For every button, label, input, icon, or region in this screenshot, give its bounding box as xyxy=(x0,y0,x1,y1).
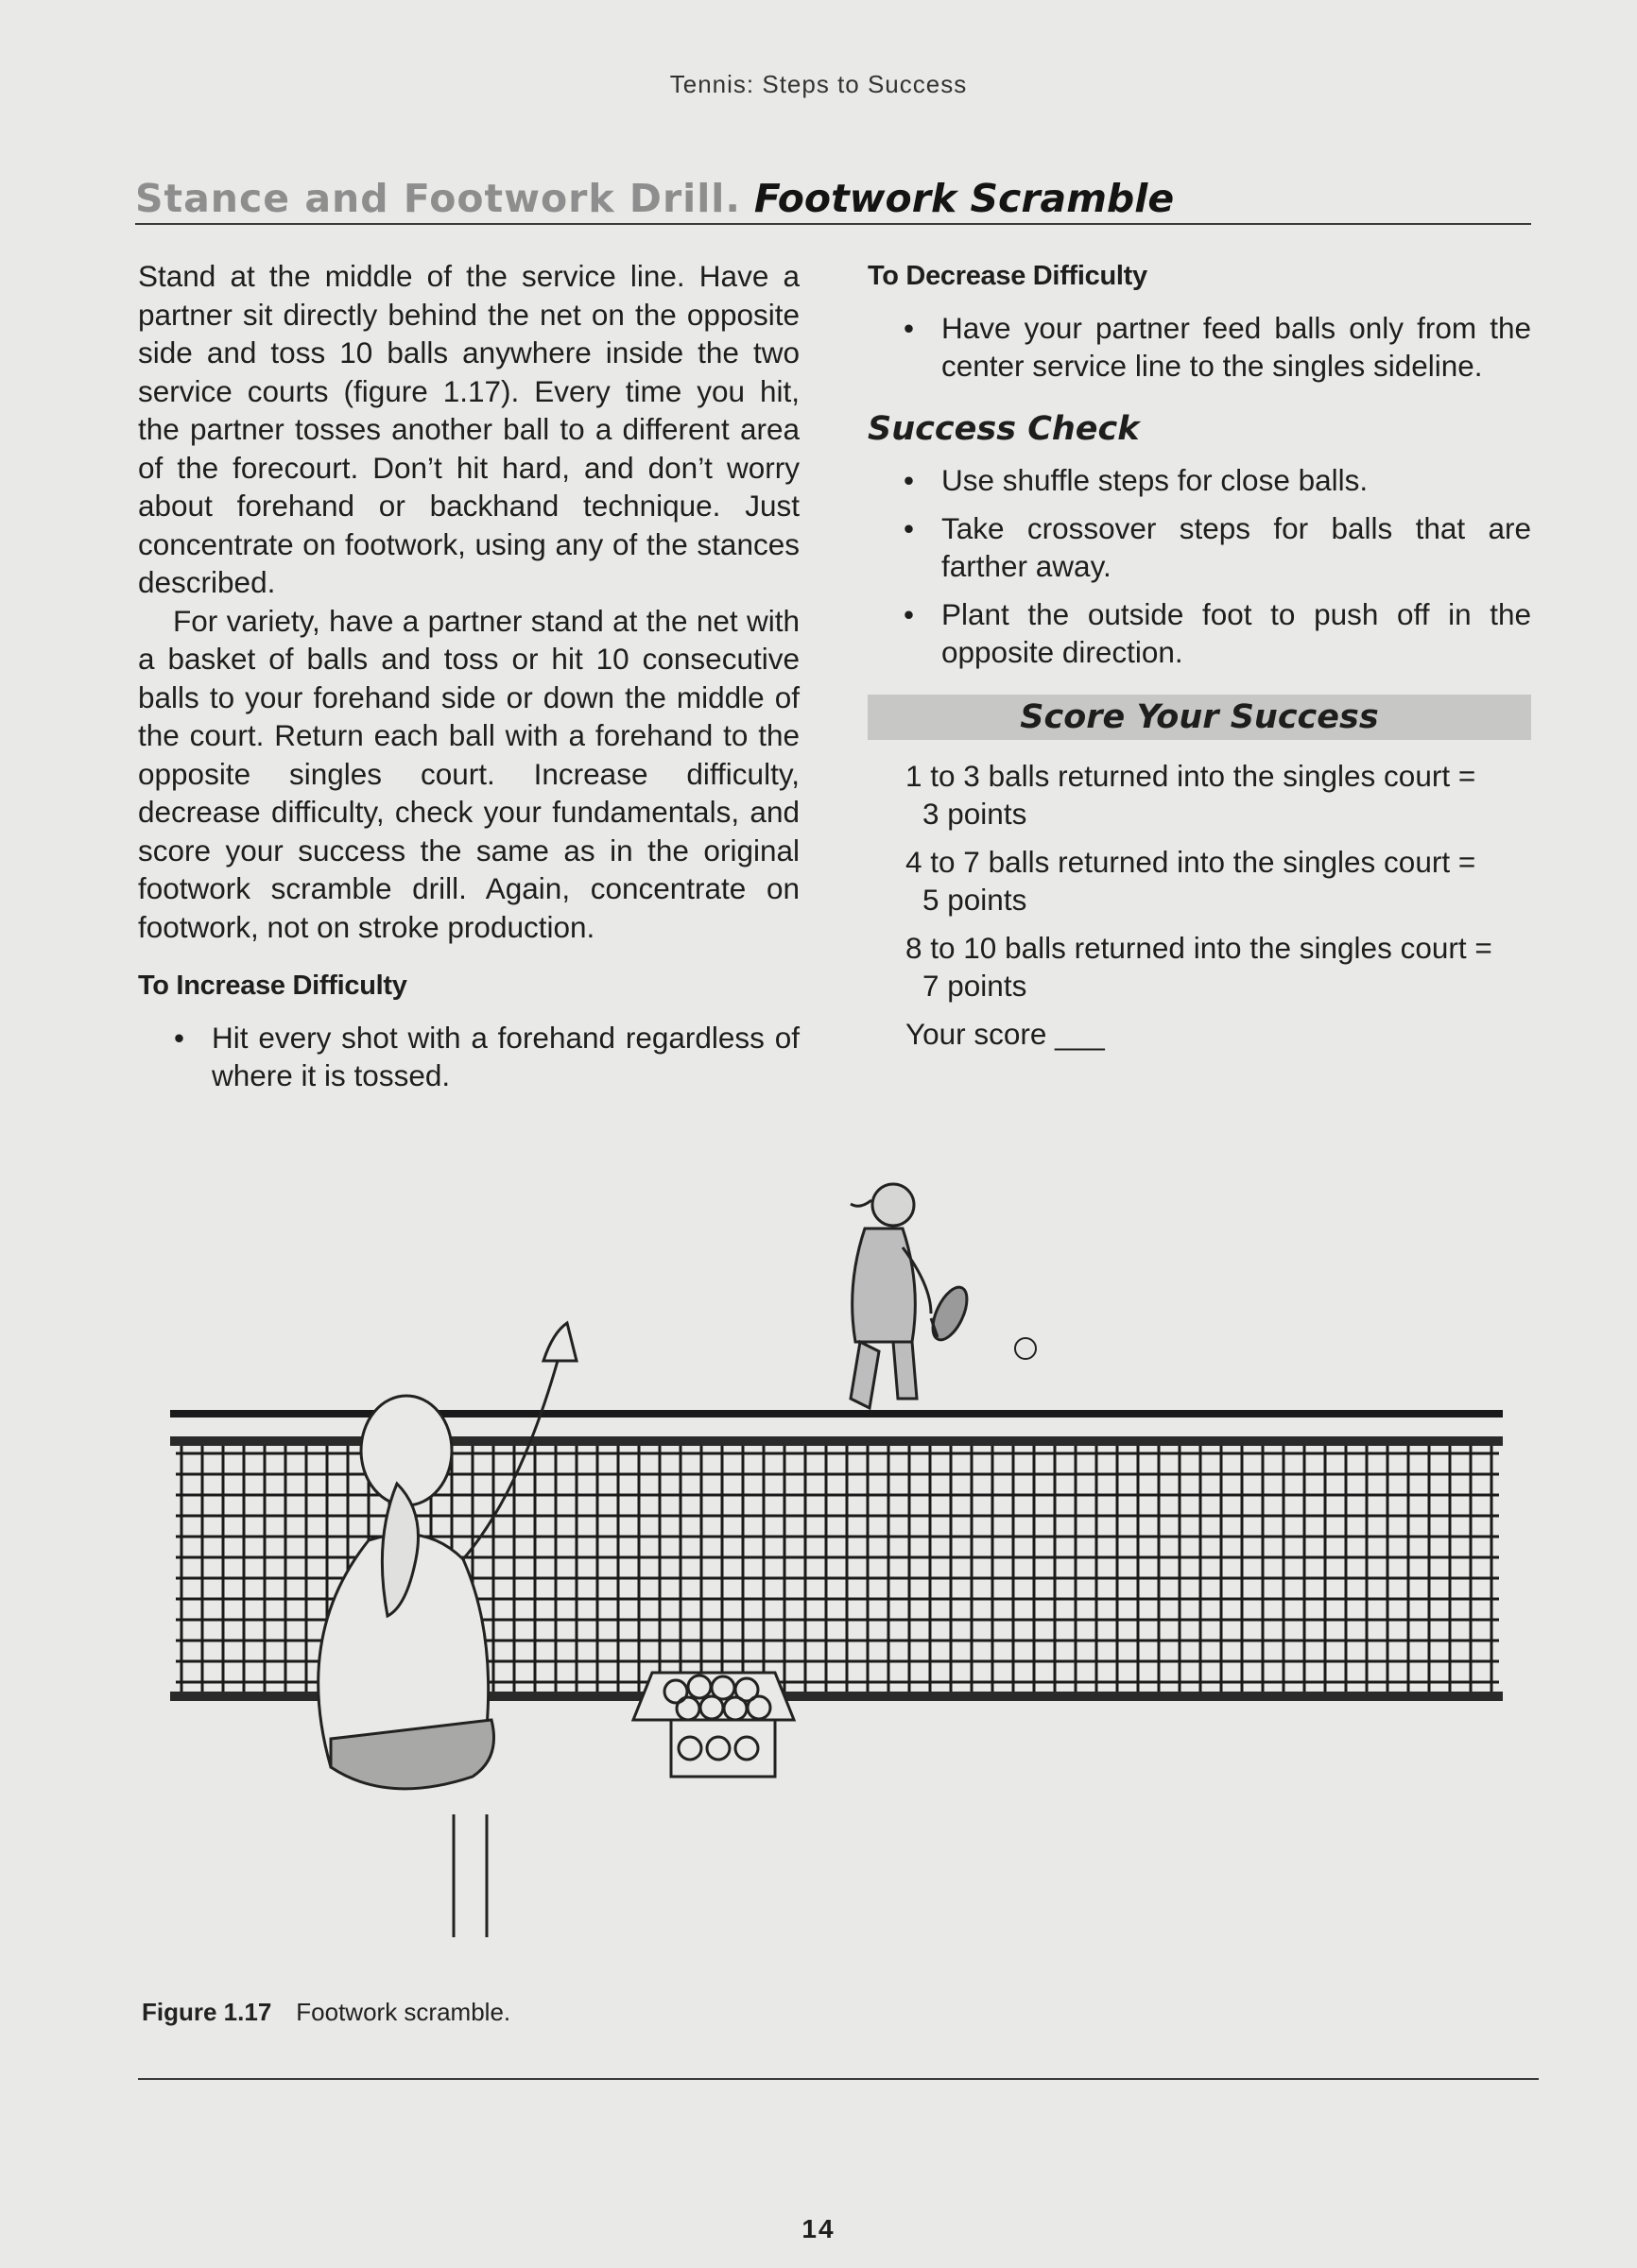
score-your-success-heading: Score Your Success xyxy=(868,695,1531,740)
running-head: Tennis: Steps to Success xyxy=(669,70,968,98)
list-item: • Take crossover steps for balls that are farther away. xyxy=(904,510,1531,583)
tennis-ball-icon xyxy=(1015,1338,1036,1359)
list-item: • Use shuffle steps for close balls. xyxy=(868,461,1531,500)
player-figure xyxy=(851,1184,974,1408)
your-score-field: Your score ___ xyxy=(905,1016,1105,1051)
figure-label: Figure 1.17 xyxy=(142,1998,272,2026)
drill-title xyxy=(135,176,1531,225)
footer-rule xyxy=(138,2078,1539,2080)
left-column xyxy=(138,257,800,1105)
increase-difficulty-heading: To Increase Difficulty xyxy=(138,971,407,1001)
bullet-icon: • xyxy=(904,510,915,545)
page-number: 14 xyxy=(801,2214,836,2243)
score-row: 4 to 7 balls returned into the singles court = 5 points xyxy=(905,844,1476,917)
list-item: • Have your partner feed balls only from the center service line to the singles sideline. xyxy=(904,310,1531,383)
list-item: • Plant the outside foot to push off in the opposite direction. xyxy=(904,596,1531,669)
right-column xyxy=(868,257,1531,1053)
success-check-list xyxy=(868,461,1531,672)
figure-caption xyxy=(142,1998,510,2027)
bullet-icon: • xyxy=(904,310,915,345)
increase-difficulty-list xyxy=(138,1019,800,1095)
ball-basket-icon xyxy=(633,1673,794,1777)
bullet-icon: • xyxy=(904,463,915,497)
figure-caption-text: Footwork scramble. xyxy=(296,1998,511,2026)
drill-instructions-paragraph: Stand at the middle of the service line. Have a partner sit directly behind the net on the opposite side and toss 10 balls anywhere inside the two service courts (figure 1.17). Every time you hit, the partner tosses another ball to a different area of the forecourt. Don’t hit hard, and don’t worry about forehand or backhand technique. Just concentrate on footwork, using any of the stances described. xyxy=(138,259,800,599)
decrease-difficulty-list xyxy=(868,309,1531,386)
drill-title-sub: Footwork Scramble xyxy=(753,176,1175,221)
bullet-icon: • xyxy=(904,596,915,631)
tennis-drill-illustration xyxy=(161,1162,1522,1994)
score-row: 1 to 3 balls returned into the singles court = 3 points xyxy=(905,758,1476,831)
list-item: • Hit every shot with a forehand regardless of where it is tossed. xyxy=(174,1020,800,1092)
drill-title-main: Stance and Footwork Drill. xyxy=(135,176,741,221)
decrease-difficulty-heading: To Decrease Difficulty xyxy=(868,261,1147,291)
score-row: 8 to 10 balls returned into the singles court = 7 points xyxy=(905,930,1492,1003)
bullet-icon: • xyxy=(174,1020,185,1055)
variation-paragraph: For variety, have a partner stand at the net with a basket of balls and toss or hit 10 consecutive balls to your forehand side or down the middle of the court. Return each ball with a forehand to the opposite singles court. Increase difficulty, decrease difficulty, check your fundamentals, and score your success the same as in the original footwork scramble drill. Again, concentrate on footwork, not on stroke production. xyxy=(138,603,800,944)
figure-illustration xyxy=(161,1162,1522,1994)
success-check-heading: Success Check xyxy=(868,409,1140,448)
